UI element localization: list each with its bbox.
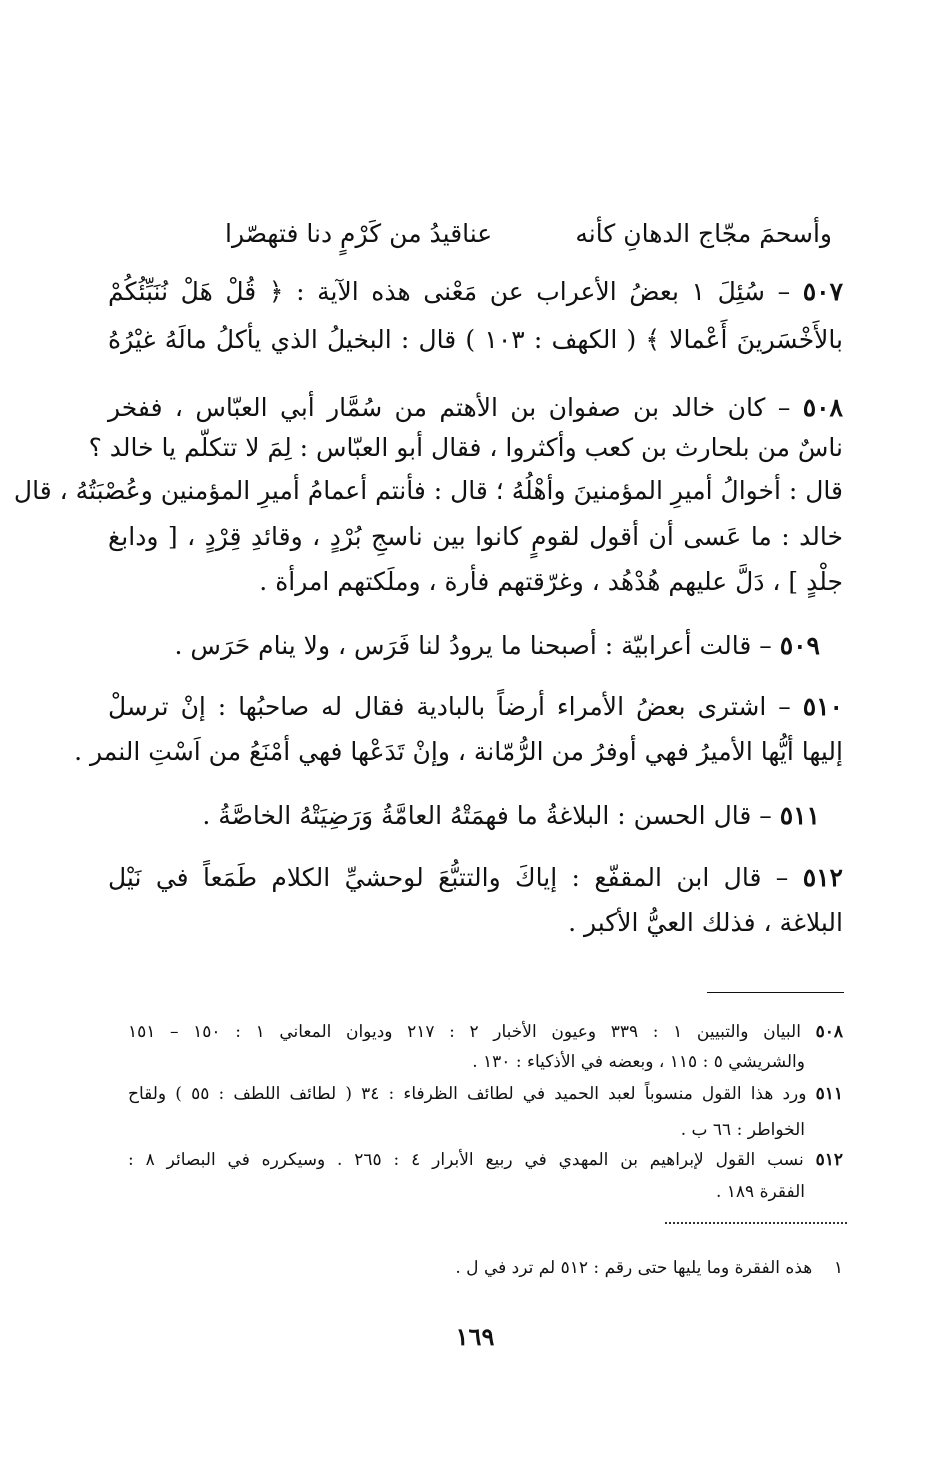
footnote-511-line-1: ٥١١ ورد هذا القول منسوباً لعبد الحميد في لطائف الظرفاء : ٣٤ ( لطائف اللطف : ٥٥ ) ولقاح bbox=[128, 1084, 843, 1104]
paragraph-512-line-2: البلاغة ، فذلك العيُّ الأكبر . bbox=[568, 908, 843, 937]
verse-second-hemistich: عناقيدُ من كَرْمٍ دنا فتهصّرا bbox=[225, 219, 493, 248]
editor-note-text: هذه الفقرة وما يليها حتى رقم : ٥١٢ لم ترد في ل . bbox=[455, 1258, 813, 1278]
paragraph-508-line-5: جلْدٍ ] ، دَلَّ عليهم هُدْهُد ، وغرّقتهم فأرة ، وملَكتهم امرأة . bbox=[259, 567, 843, 596]
paragraph-number: ٥١١ bbox=[779, 801, 820, 830]
paragraph-510-line-2: إليها أيُّها الأميرُ فهي أوفرُ من الرُّمّانة ، وإنْ تَدَعْها فهي أمْنَعُ من اَسْتِ النمر . bbox=[74, 737, 843, 766]
paragraph-508-line-3: قال : أخوالُ أميرِ المؤمنينَ وأهْلُهُ ؛ قال : فأنتم أعمامُ أميرِ المؤمنين وعُصْبَتُهُ ، قال bbox=[13, 476, 843, 505]
editor-note-number: ١ bbox=[833, 1258, 843, 1278]
paragraph-511: ٥١١ – قال الحسن : البلاغةُ ما فهمَتْهُ العامَّةُ وَرَضِيَتْهُ الخاصَّةُ . bbox=[202, 801, 820, 830]
footnote-511-line-2: الخواطر : ٦٦ ب . bbox=[680, 1120, 805, 1140]
paragraph-508-line-4: خالد : ما عَسى أن أقول لقومٍ كانوا بين ناسجِ بُرْدٍ ، وقائدِ قِرْدٍ ، [ ودابغ bbox=[108, 522, 843, 551]
paragraph-508-line-1: ٥٠٨ – كان خالد بن صفوان بن الأهتم من سُمَّار أبي العبّاس ، ففخر bbox=[108, 393, 843, 422]
verse-first-hemistich: وأسحمَ مجّاج الدهانِ كأنه bbox=[575, 219, 832, 248]
paragraph-number: ٥٠٨ bbox=[802, 393, 843, 422]
page-number: ١٦٩ bbox=[455, 1322, 495, 1351]
footnote-508-line-1: ٥٠٨ البيان والتبيين ١ : ٣٣٩ وعيون الأخبار ٢ : ٢١٧ وديوان المعاني ١ : ١٥٠ – ١٥١ bbox=[128, 1022, 843, 1042]
paragraph-number: ٥٠٧ bbox=[802, 277, 844, 306]
paragraph-508-line-2: ناسٌ من بلحارث بن كعب وأكثروا ، فقال أبو العبّاس : لِمَ لا تتكلّم يا خالد ؟ bbox=[88, 433, 843, 462]
footnote-number: ٥١١ bbox=[815, 1084, 843, 1104]
paragraph-507-line-2: بالأَخْسَرينَ أَعْمالا ﴾ ( الكهف : ١٠٣ ) قال : البخيلُ الذي يأكلُ مالَهُ غيْرُهُ bbox=[108, 325, 844, 354]
paragraph-510-line-1: ٥١٠ – اشترى بعضُ الأمراء أرضاً بالبادية فقال له صاحبُها : إنْ ترسلْ bbox=[108, 692, 843, 721]
editor-note bbox=[455, 1256, 843, 1280]
paragraph-number: ٥١٠ bbox=[802, 692, 843, 721]
paragraph-number: ٥١٢ bbox=[802, 863, 843, 892]
editor-note-separator bbox=[665, 1222, 847, 1224]
paragraph-509: ٥٠٩ – قالت أعرابيّة : أصبحنا ما يرودُ لنا فَرَس ، ولا ينام حَرَس . bbox=[174, 631, 820, 660]
footnote-number: ٥١٢ bbox=[815, 1150, 843, 1170]
footnote-512-line-1: ٥١٢ نسب القول لإبراهيم بن المهدي في ربيع الأبرار ٤ : ٢٦٥ . وسيكرره في البصائر ٨ : bbox=[128, 1150, 843, 1170]
footnote-separator bbox=[707, 992, 844, 993]
footnote-number: ٥٠٨ bbox=[815, 1022, 843, 1042]
footnote-508-line-2: والشريشي ٥ : ١١٥ ، وبعضه في الأذكياء : ١٣٠ . bbox=[472, 1052, 805, 1072]
paragraph-number: ٥٠٩ bbox=[779, 631, 820, 660]
footnote-512-line-2: الفقرة ١٨٩ . bbox=[715, 1182, 805, 1202]
paragraph-507-line-1: ٥٠٧ – سُئِلَ ١ بعضُ الأعراب عن مَعْنى هذه الآية : ﴿ قُلْ هَلْ نُنَبِّئُكُمْ bbox=[108, 277, 844, 306]
paragraph-512-line-1: ٥١٢ – قال ابن المقفّع : إياكَ والتتبُّعَ لوحشيِّ الكلام طَمَعاً في نَيْل bbox=[108, 863, 843, 892]
